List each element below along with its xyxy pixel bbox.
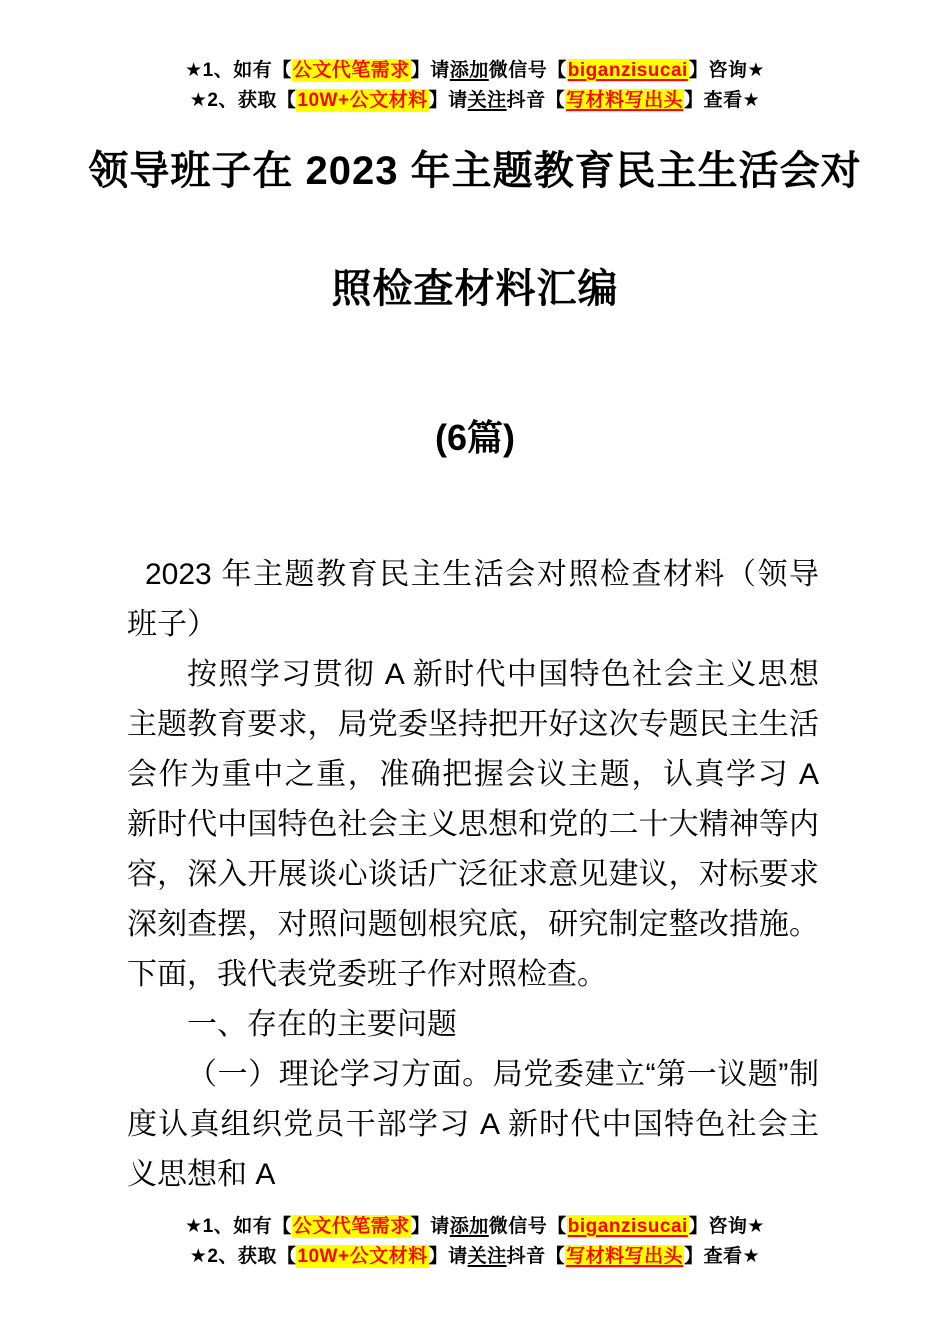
banner-text: 】请 [410,60,450,81]
banner-text: 抖音【 [506,90,566,111]
banner-douyin-id: 写材料写出头 [566,1246,684,1267]
intro-paragraph: 按照学习贯彻 A 新时代中国特色社会主义思想主题教育要求，局党委坚持把开好这次专题民主生活会作为重中之重，准确把握会议主题，认真学习 A 新时代中国特色社会主义思想和党的二十大精神等内容，深入开展谈心谈话广泛征求意见建议，对标要求深刻查摆，对照问题刨根究底，研究制定整改措施。下面，我代表党委班子作对照检查。 [127,658,819,991]
banner-text: 】查看★ [684,1246,761,1267]
banner-text: 微信号【 [488,1216,567,1237]
article-title: 2023 年主题教育民主生活会对照检查材料（领导班子） [127,558,819,641]
banner-action-follow: 关注 [467,90,507,111]
banner-text: 】查看★ [684,90,761,111]
banner-line [0,86,950,116]
banner-text: ★1、如有【 [185,60,292,81]
subtitle-piece-count: (6篇) [435,417,515,458]
banner-line [0,56,950,86]
title-line-2: 照检查材料汇编 [331,267,619,311]
banner-text: ★1、如有【 [185,1216,292,1237]
banner-text: 抖音【 [506,1246,566,1267]
section-heading: 一、存在的主要问题 [187,1008,457,1041]
banner-douyin-id: 写材料写出头 [566,90,684,111]
document-body [127,550,819,1212]
banner-text: ★2、获取【 [189,90,297,111]
banner-highlight-service: 公文代笔需求 [292,60,410,81]
banner-text: ★2、获取【 [189,1246,297,1267]
banner-text: 】请 [428,1246,468,1267]
banner-text: 】请 [428,90,468,111]
document-title [60,148,890,312]
banner-line [0,1212,950,1242]
banner-text: 】咨询★ [688,60,765,81]
banner-highlight-material: 10W+公文材料 [297,90,428,111]
subsection-paragraph: （一）理论学习方面。局党委建立“第一议题”制度认真组织党员干部学习 A 新时代中国特色社会主义思想和 A [127,1058,819,1191]
banner-action-follow: 关注 [467,1246,507,1267]
banner-wechat-id: biganzisucai [567,60,688,81]
promo-banner-header [0,56,950,116]
banner-highlight-material: 10W+公文材料 [297,1246,428,1267]
banner-action-add: 添加 [449,1216,489,1237]
banner-text: 】请 [410,1216,450,1237]
banner-text: 微信号【 [488,60,567,81]
banner-text: 】咨询★ [688,1216,765,1237]
banner-highlight-service: 公文代笔需求 [292,1216,410,1237]
banner-action-add: 添加 [449,60,489,81]
title-line-1: 领导班子在 2023 年主题教育民主生活会对 [88,149,862,193]
promo-banner-footer [0,1212,950,1272]
banner-wechat-id: biganzisucai [567,1216,688,1237]
banner-line [0,1242,950,1272]
